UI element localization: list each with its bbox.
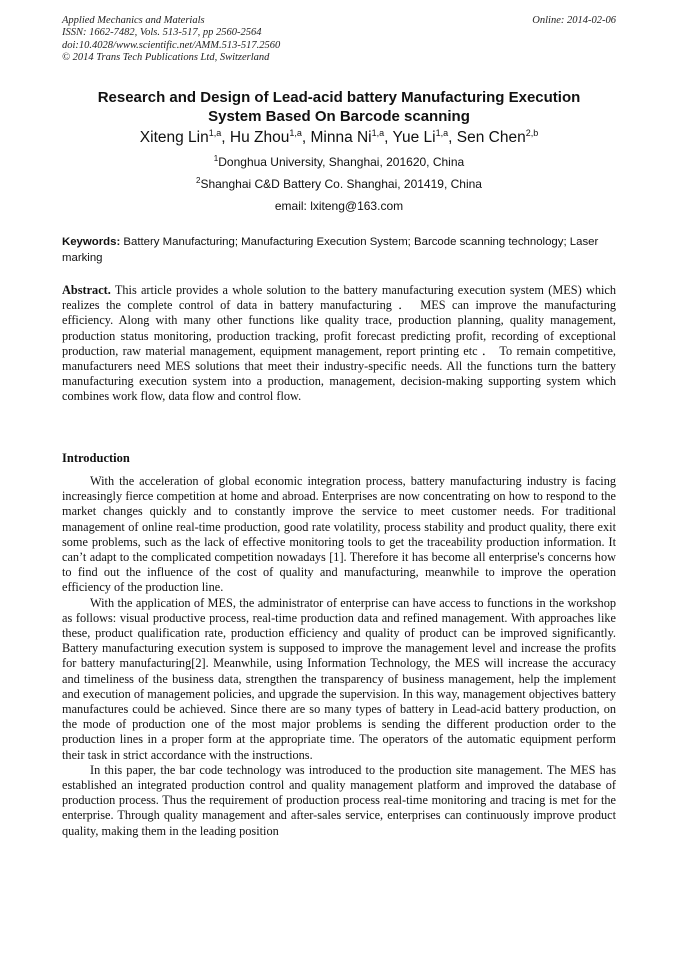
- keywords-label: Keywords:: [62, 236, 121, 248]
- author: Hu Zhou$^{1,a}$: [229, 128, 302, 146]
- paragraph: With the acceleration of global economic integration process, battery manufacturing industry is facing increasingly fierce competition at home and abroad. Enterprises are now concentrating on how to respond to the market changes quickly and to constantly improve the service to meet customer needs. For traditional management of online real-time production, good rate volatility, process stability and product quality, there exit some problems, such as the lack of effective monitoring tools to get the traceability production information. It can’t adapt to the complicated competition nowadays [1]. Therefore it has become all enterprise's concerns how to find out the influence of the cost of quality and manufacturing, meanwhile to improve the operation efficiency of the production line.: [62, 474, 616, 595]
- keywords: [62, 235, 616, 266]
- section-heading-introduction: Introduction: [62, 451, 130, 465]
- paragraph: In this paper, the bar code technology was introduced to the production site management. The MES has established an integrated production control and quality management platform and improved the database of production process. Thus the requirement of production process real-time monitoring and tracing is met for the enterprise. Through quality management and after-sales service, enterprises can continuously improve product quality, making them in the leading position: [62, 762, 616, 838]
- copyright-line: © 2014 Trans Tech Publications Ltd, Switzerland: [62, 52, 270, 64]
- online-date: Online: 2014-02-06: [532, 15, 616, 26]
- journal-header: [62, 15, 616, 65]
- paragraph: With the application of MES, the administrator of enterprise can have access to functions in the workshop as follows: visual productive process, real-time production data and refined management. With approaches like these, product qualification rate, production efficiency and quality of product can be improved significantly. Battery manufacturing execution system is supposed to improve the management level and increase the profits for battery manufacturing[2]. Meanwhile, using Information Technology, the MES will increase the accuracy and timeliness of the business data, strengthen the transparency of business management, help the implement and execution of management policies, and upgrade the supervision. In this way, management objectives battery manufactures could be achieved. Since there are so many types of battery in Lead-acid battery production, on the mode of production one of the most major problems is sending the different production order to the production lines in a proper form at the appropriate time. The operators of the automatic equipment perform their task in strict accordance with the instructions.: [62, 595, 616, 762]
- author-email: email: lxiteng@163.com: [274, 199, 404, 213]
- issn-line: ISSN: 1662-7482, Vols. 513-517, pp 2560-2564: [62, 27, 262, 39]
- author: Minna Ni$^{1,a}$: [310, 128, 385, 146]
- abstract-text: This article provides a whole solution to the battery manufacturing execution system (MES) which realizes the complete control of data in battery manufacturing ． MES can improve the manufacturing efficiency. Along with many other functions like quality trace, production planning, quality management, production status monitoring, production tracking, profit forecast predicting profit, recording of exceptional production, raw material management, equipment management, report printing etc ． To remain competitive, manufacturers need MES solutions that meet their industry-specific needs. All the functions turn the battery manufacturing execution system into a production, management, decision-making supporting system which combines work flow, data flow and control flow.: [62, 283, 617, 404]
- abstract: [62, 283, 616, 405]
- title-line-2: System Based On Barcode scanning: [208, 108, 470, 125]
- paper-title: [62, 88, 616, 126]
- doi-line: doi:10.4028/www.scientific.net/AMM.513-517.2560: [62, 39, 281, 51]
- author: Sen Chen$^{2,b}$: [456, 128, 539, 146]
- keywords-text: Battery Manufacturing; Manufacturing Execution System; Barcode scanning technology; Laser marking: [62, 236, 599, 264]
- affiliation-1: $^1$Donghua University, Shanghai, 201620, China: [213, 154, 465, 169]
- introduction-body: [62, 474, 616, 839]
- author-list: Xiteng Lin$^{1,a}$, Hu Zhou$^{1,a}$, Minna Ni$^{1,a}$, Yue Li$^{1,a}$, Sen Chen$^{2,b}$: [139, 128, 539, 146]
- author: Yue Li$^{1,a}$: [392, 128, 449, 146]
- abstract-label: Abstract.: [62, 283, 111, 297]
- author: Xiteng Lin$^{1,a}$: [139, 128, 222, 146]
- journal-name: Applied Mechanics and Materials: [62, 15, 205, 26]
- title-line-1: Research and Design of Lead-acid battery Manufacturing Execution: [97, 89, 581, 106]
- affiliation-2: $^2$Shanghai C&D Battery Co. Shanghai, 201419, China: [196, 176, 482, 191]
